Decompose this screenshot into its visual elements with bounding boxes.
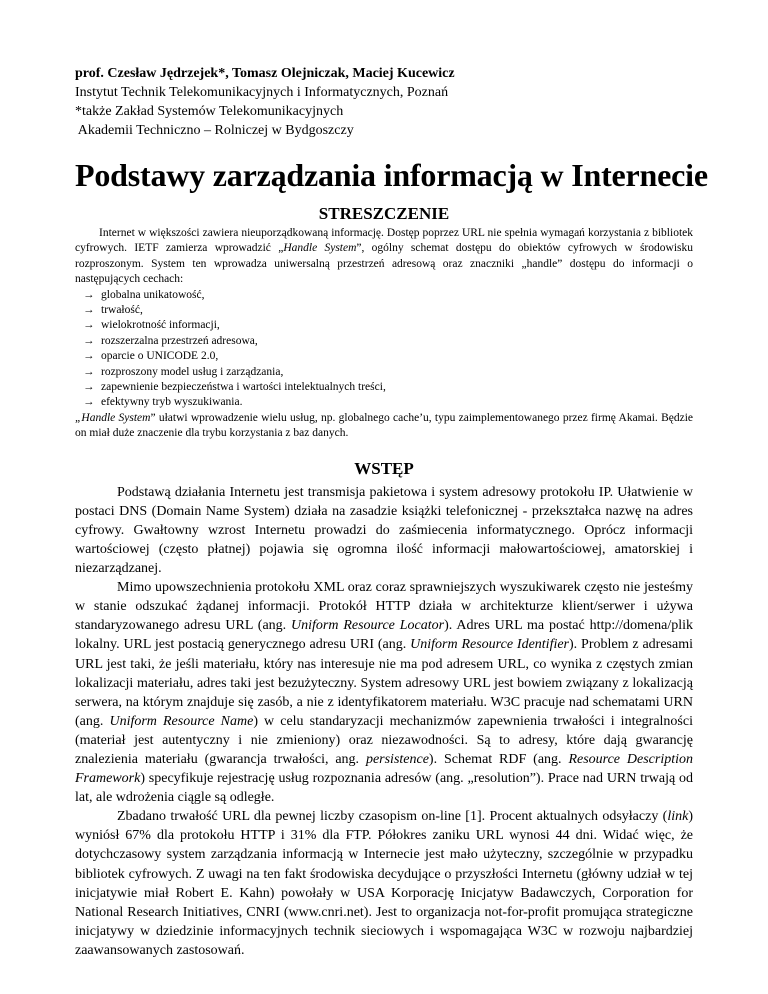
affiliation-line: Instytut Technik Telekomunikacyjnych i Informatycznych, Poznań bbox=[75, 85, 449, 100]
text-run: ) w celu standaryzacji mechanizmów zapewnienia trwałości i integralności (materiał jest autentyczny i nie zmieniony) oraz niezawodności. Są to adresy, które dają gwarancję znalezienia materiału (gwarancja trwałości, ang. bbox=[75, 713, 693, 767]
list-item bbox=[83, 303, 693, 318]
paper-title: Podstawy zarządzania informacją w Internecie bbox=[75, 157, 708, 193]
emphasis: Resource Description Framework bbox=[75, 752, 693, 787]
feature-list bbox=[75, 288, 693, 411]
arrow-icon: → bbox=[83, 334, 95, 347]
abstract-text: ”, ogólny schemat dostępu do obiektów cyfrowych w środowisku rozproszonym. System ten wprowadza uniwersalną przestrzeń adresową oraz znaczniki „handle” dostępu do informacji o następujących cechach: bbox=[75, 242, 693, 286]
text-run: ) wyniósł 67% dla protokołu HTTP i 31% dla FTP. Półokres zaniku URL wynosi 44 dni. Widać więc, że dotychczasowy system zarządzania informacją w Internecie jest mało użyteczny, szczególnie w przypadku bibliotek cyfrowych. Z uwagi na ten fakt środowiska decydujące o przyszłości Internetu (główny udział w tej inicjatywie miał Robert E. Kahn) powołały w USA Korporację Inicjatyw Badawczych, Corporation for National Research Initiatives, CNRI (www.cnri.net). Jest to organizacja not-for-profit promująca strategiczne inicjatywy w dziedzinie informacyjnych technik sieciowych i wspomagająca W3C w rozwoju najbardziej zaawansowanych zastosowań. bbox=[75, 809, 693, 958]
abstract-emphasis: Handle System bbox=[283, 242, 357, 255]
list-item bbox=[83, 349, 693, 364]
emphasis: Uniform Resource Name bbox=[109, 713, 254, 729]
text-run: ). Problem z adresami URL jest taki, że jeśli materiału, który nas interesuje nie ma pod adresem URL, co wynika z częstych zmian lokalizacji materiału, adres taki jest bezużyteczny. System adresowy URL jest bowiem związany z lokalizacją serwera, na którym znajduje się zasób, a nie z identyfikatorem materiału. W3C pracuje nad schematami URN (ang. bbox=[75, 637, 693, 729]
list-item-text: efektywny tryb wyszukiwania. bbox=[101, 396, 243, 409]
list-item-text: rozszerzalna przestrzeń adresowa, bbox=[101, 334, 258, 347]
section-body bbox=[75, 483, 693, 960]
emphasis: Uniform Resource Identifier bbox=[410, 637, 570, 653]
affiliation-line: *także Zakład Systemów Telekomunikacyjnych bbox=[75, 104, 344, 119]
list-item bbox=[83, 334, 693, 349]
arrow-icon: → bbox=[83, 288, 95, 301]
emphasis: persistence bbox=[365, 752, 429, 767]
list-item bbox=[83, 318, 693, 333]
list-item-text: globalna unikatowość, bbox=[101, 288, 205, 301]
text-run: ). Adres URL ma postać http://domena/plik lokalny. URL jest postacią generycznego adresu URI (ang. bbox=[75, 618, 693, 653]
affiliation-line: Akademii Techniczno – Rolniczej w Bydgoszczy bbox=[75, 123, 354, 138]
emphasis: Uniform Resource Locator bbox=[291, 618, 445, 634]
text-run: Zbadano trwałość URL dla pewnej liczby czasopism on-line [1]. Procent aktualnych odsyłaczy ( bbox=[117, 809, 668, 825]
list-item bbox=[83, 365, 693, 380]
abstract-intro bbox=[75, 226, 693, 288]
text-run: Mimo upowszechnienia protokołu XML oraz coraz sprawniejszych wyszukiwarek często nie jesteśmy w stanie odszukać żądanej informacji. Protokół HTTP działa w architekturze klient/serwer i używa standaryzowanego adresu URL (ang. bbox=[75, 580, 693, 634]
paragraph bbox=[75, 578, 693, 807]
paragraph: Podstawą działania Internetu jest transmisja pakietowa i system adresowy protokołu IP. Ułatwienie w postaci DNS (Domain Name System) działa na zasadzie książki telefonicznej - przekształca nazwę na adres cyfrowy. Gwałtowny wzrost Internetu prowadzi do zaśmiecenia informatycznego. Oprócz informacji wartościowej (często płatnej) pojawia się ogromna ilość informacji małowartościowej, amatorskiej i niezarządzanej. bbox=[75, 484, 693, 577]
abstract-heading: STRESZCZENIE bbox=[318, 204, 450, 223]
text-run: ) specyfikuje rejestrację usług rozpoznania adresów (ang. „resolution”). Prace nad URN trwają od lat, ale wdrożenia ciągle są odległe. bbox=[75, 771, 693, 806]
paragraph bbox=[75, 807, 693, 960]
abstract-closing bbox=[75, 411, 693, 442]
section-heading: WSTĘP bbox=[354, 458, 414, 478]
list-item-text: trwałość, bbox=[101, 304, 143, 317]
arrow-icon: → bbox=[83, 319, 95, 332]
list-item bbox=[83, 288, 693, 303]
list-item bbox=[83, 380, 693, 395]
abstract-text: Internet w większości zawiera nieuporządkowaną informację. Dostęp poprzez URL nie spełnia wymagań korzystania z bibliotek cyfrowych. IETF zamierza wprowadzić „ bbox=[75, 227, 693, 255]
list-item-text: wielokrotność informacji, bbox=[101, 319, 220, 332]
author-block bbox=[75, 64, 693, 140]
abstract-text: ” ułatwi wprowadzenie wielu usług, np. globalnego cache’u, typu zaimplementowanego przez firmę Akamai. Będzie on miał duże znaczenie dla trybu korzystania z baz danych. bbox=[75, 411, 693, 440]
arrow-icon: → bbox=[83, 350, 95, 363]
arrow-icon: → bbox=[83, 304, 95, 317]
abstract bbox=[75, 226, 693, 442]
emphasis: link bbox=[667, 809, 689, 825]
text-run: ). Schemat RDF (ang. bbox=[428, 752, 569, 767]
list-item-text: zapewnienie bezpieczeństwa i wartości intelektualnych treści, bbox=[101, 381, 386, 394]
list-item bbox=[83, 395, 693, 410]
arrow-icon: → bbox=[83, 396, 95, 409]
document-page bbox=[75, 64, 708, 960]
arrow-icon: → bbox=[83, 381, 95, 394]
abstract-emphasis: „Handle System bbox=[75, 411, 151, 424]
author-names: prof. Czesław Jędrzejek*, Tomasz Olejniczak, Maciej Kucewicz bbox=[75, 66, 455, 81]
list-item-text: oparcie o UNICODE 2.0, bbox=[101, 350, 219, 363]
list-item-text: rozproszony model usług i zarządzania, bbox=[101, 365, 284, 378]
arrow-icon: → bbox=[83, 365, 95, 378]
